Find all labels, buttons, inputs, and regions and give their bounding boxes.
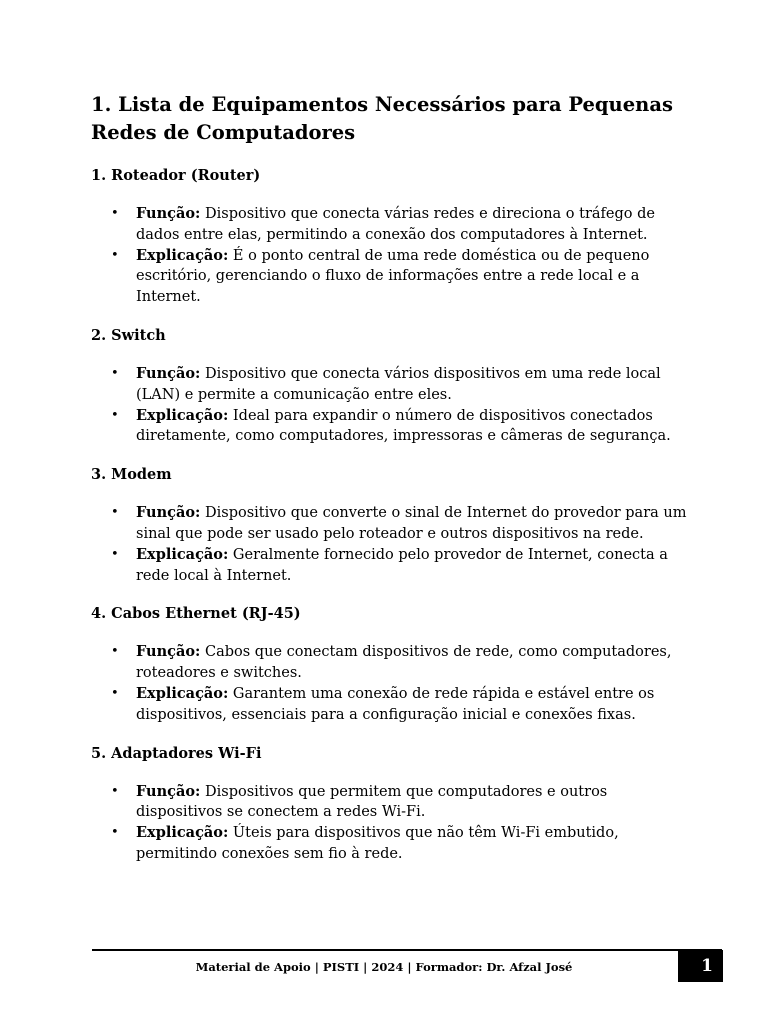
item-text: É o ponto central de uma rede doméstica ou de pequeno escritório, gerenciando o fluxo de informações entre a rede local e a Internet. — [136, 247, 650, 306]
page-number: 1 — [701, 956, 713, 976]
item-label: Explicação: — [136, 824, 229, 842]
section-modem — [91, 465, 691, 586]
bullet-icon: • — [111, 685, 119, 701]
list-item — [91, 406, 691, 448]
section-adaptadores-wifi — [91, 744, 691, 865]
bullet-list — [91, 782, 691, 865]
item-label: Função: — [136, 782, 201, 800]
section-heading: 2. Switch — [91, 326, 166, 344]
item-label: Função: — [136, 504, 201, 522]
item-text: Garantem uma conexão de rede rápida e estável entre os dispositivos, essenciais para a configuração inicial e conexões fixas. — [136, 685, 655, 723]
list-item — [91, 204, 691, 246]
bullet-icon: • — [111, 407, 119, 423]
item-text: Ideal para expandir o número de dispositivos conectados diretamente, como computadores, impressoras e câmeras de segurança. — [136, 407, 671, 445]
bullet-icon: • — [111, 783, 119, 799]
section-heading: 3. Modem — [91, 466, 172, 484]
item-label: Explicação: — [136, 406, 229, 424]
item-text: Dispositivo que conecta várias redes e direciona o tráfego de dados entre elas, permitindo a conexão dos computadores à Internet. — [136, 206, 655, 243]
bullet-list — [91, 503, 691, 586]
bullet-icon: • — [111, 505, 119, 521]
item-label: Função: — [136, 643, 201, 661]
list-item — [91, 545, 691, 587]
list-item — [91, 642, 691, 684]
item-text: Dispositivos que permitem que computadores e outros dispositivos se conectem a redes Wi-Fi. — [136, 783, 608, 821]
section-roteador — [91, 166, 691, 308]
bullet-icon: • — [111, 825, 119, 841]
list-item — [91, 364, 691, 406]
bullet-icon: • — [111, 206, 119, 221]
list-item — [91, 823, 691, 865]
bullet-list — [91, 204, 691, 308]
item-label: Explicação: — [136, 684, 229, 702]
item-text: Cabos que conectam dispositivos de rede, como computadores, roteadores e switches. — [136, 644, 672, 682]
section-switch — [91, 326, 691, 447]
item-label: Explicação: — [136, 246, 229, 264]
item-text: Dispositivo que conecta vários dispositivos em uma rede local (LAN) e permite a comunicação entre eles. — [136, 365, 661, 403]
bullet-list — [91, 364, 691, 447]
footer-divider — [92, 949, 722, 951]
section-heading: 1. Roteador (Router) — [91, 167, 261, 184]
list-item — [91, 782, 691, 824]
bullet-icon: • — [111, 365, 119, 381]
document-body — [91, 166, 691, 883]
section-heading: 5. Adaptadores Wi-Fi — [91, 744, 262, 762]
bullet-icon: • — [111, 546, 119, 562]
page-number-badge — [678, 950, 723, 982]
item-text: Úteis para dispositivos que não têm Wi-Fi embutido, permitindo conexões sem fio à rede. — [136, 825, 619, 862]
item-text: Geralmente fornecido pelo provedor de Internet, conecta a rede local à Internet. — [136, 546, 668, 584]
list-item — [91, 684, 691, 726]
section-cabos-ethernet — [91, 604, 691, 725]
page-title: 1. Lista de Equipamentos Necessários para Pequenas Redes de Computadores — [91, 93, 673, 144]
list-item — [91, 503, 691, 545]
item-label: Explicação: — [136, 545, 229, 563]
bullet-icon: • — [111, 247, 119, 263]
section-heading: 4. Cabos Ethernet (RJ-45) — [91, 605, 301, 623]
list-item — [91, 246, 691, 308]
bullet-icon: • — [111, 644, 119, 660]
bullet-list — [91, 642, 691, 725]
item-label: Função: — [136, 364, 201, 382]
item-label: Função: — [136, 205, 201, 222]
footer-text: Material de Apoio | PISTI | 2024 | Formador: Dr. Afzal José — [195, 960, 573, 974]
item-text: Dispositivo que converte o sinal de Internet do provedor para um sinal que pode ser usado pelo roteador e outros dispositivos na rede. — [136, 505, 687, 542]
